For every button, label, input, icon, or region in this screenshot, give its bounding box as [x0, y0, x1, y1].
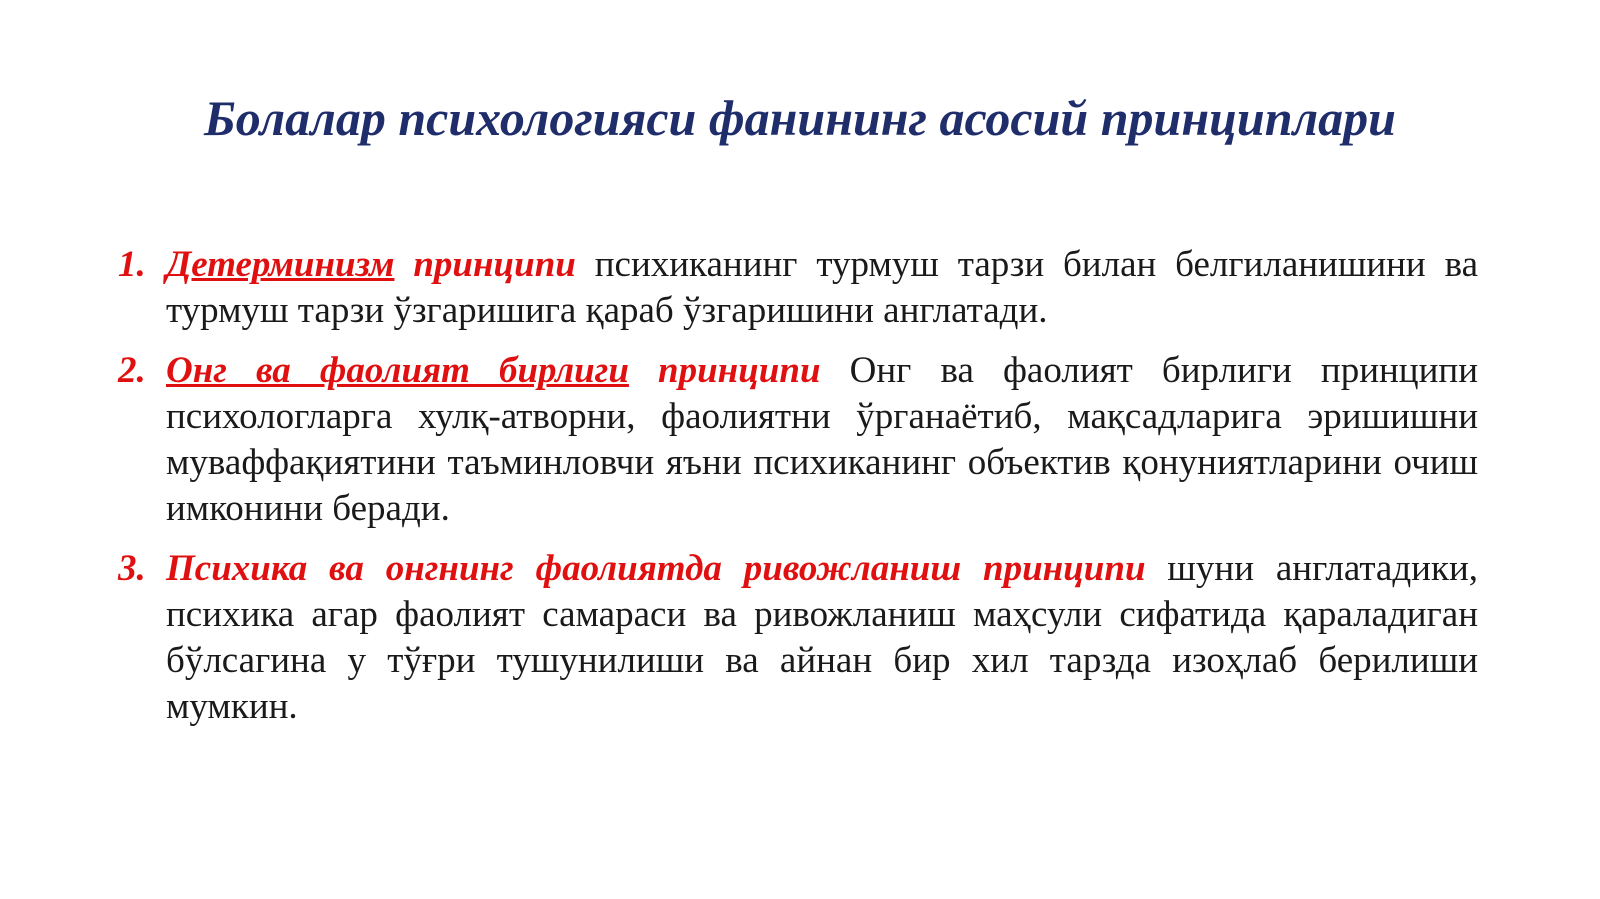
- item-number: 1.: [118, 244, 146, 285]
- item-term-underlined: Онг ва фаолият бирлиги: [166, 350, 629, 391]
- item-term: принципи: [413, 244, 576, 285]
- item-term: принципи: [658, 350, 821, 391]
- list-item: [118, 348, 1478, 532]
- principles-list: [118, 242, 1478, 744]
- item-number: 2.: [118, 350, 146, 391]
- slide-title: Болалар психологияси фанининг асосий принциплари: [204, 90, 1396, 146]
- list-item: [118, 242, 1478, 334]
- item-text: Онг ва фаолият бирлиги принципи психологларга хулқ-атворни, фаолиятни ўрганаётиб, мақсадларига эришишни муваффақиятини таъминловчи яъни психиканинг объектив қонуниятларини очиш имконини беради.: [166, 350, 1479, 529]
- list-item: [118, 546, 1478, 730]
- item-number: 3.: [118, 548, 146, 589]
- item-term-underlined: Детерминизм: [166, 244, 395, 285]
- item-text: психиканинг турмуш тарзи билан белгиланишини ва турмуш тарзи ўзгаришига қараб ўзгаришини англатади.: [166, 244, 1478, 331]
- item-text: шуни англатадики, психика агар фаолият самараси ва ривожланиш маҳсули сифатида қараладиган бўлсагина у тўғри тушунилиши ва айнан бир хил тарзда изоҳлаб берилиши мумкин.: [166, 548, 1479, 727]
- item-term: Психика ва онгнинг фаолиятда ривожланиш принципи: [166, 548, 1146, 589]
